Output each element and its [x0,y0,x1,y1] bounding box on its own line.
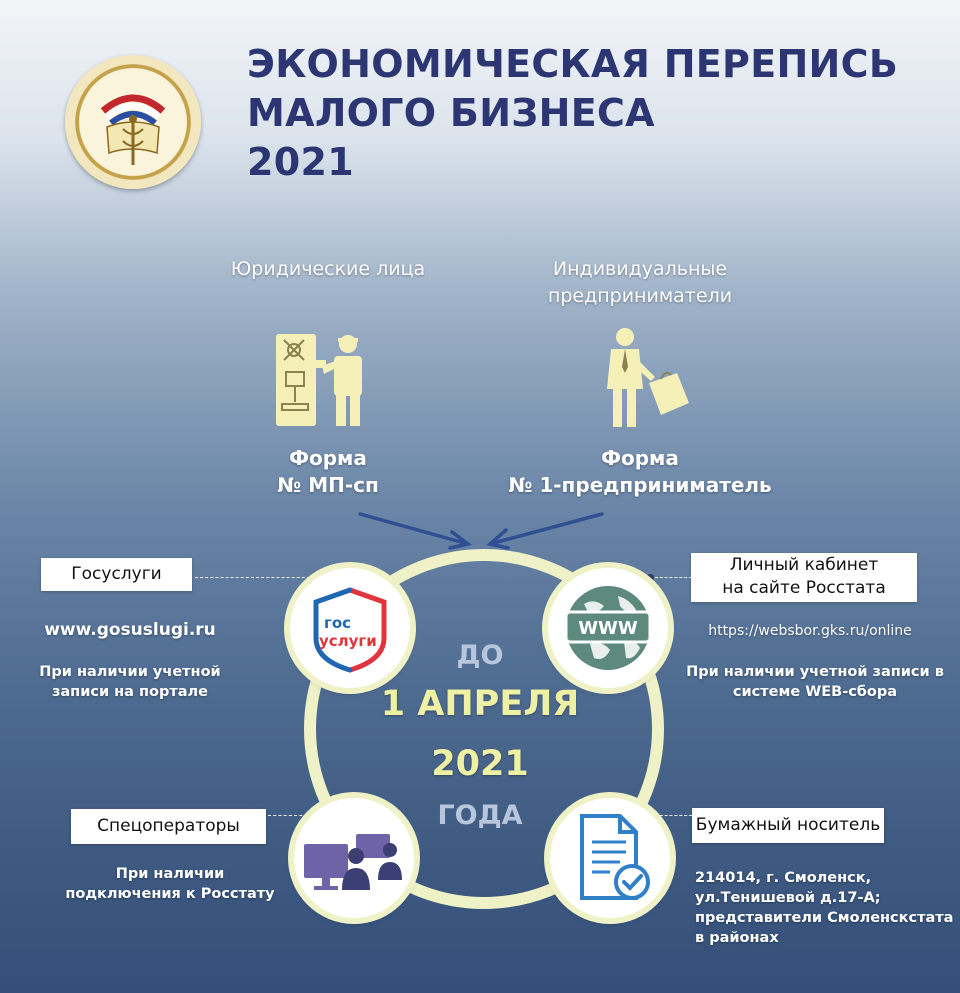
paper-address-line-2: ул.Тенишевой д.17-А; [695,890,881,906]
arrow-left [360,514,468,544]
individual-label-line-2: предприниматели [547,285,733,307]
deadline-do: ДО [456,640,504,671]
people-computers-icon [294,798,414,918]
paper-title-box: Бумажный носитель [692,808,884,843]
paper-circle[interactable] [550,798,670,918]
gos-logo-top: гос [324,614,352,632]
title-line-2: МАЛОГО БИЗНЕСА [247,91,655,135]
cabinet-title-box [691,553,917,602]
title-line-1: ЭКОНОМИЧЕСКАЯ ПЕРЕПИСЬ [247,42,899,86]
operators-note-line-2: подключения к Росстату [65,886,275,902]
operators-note-line-1: При наличии [115,866,225,882]
paper-address [695,868,955,948]
form-mp-sp-line-1: Форма [289,446,367,470]
cabinet-note-line-1: При наличии учетной записи в [686,664,944,680]
gosuslugi-circle[interactable] [290,568,410,688]
paper-address-line-3: представители Смоленскстата [695,910,954,926]
emblem-icon [65,55,201,189]
paper-address-line-1: 214014, г. Смоленск, [695,870,872,886]
cabinet-title-line-1: Личный кабинет [729,555,879,575]
factory-worker-icon [272,330,372,430]
page-title [247,40,937,187]
operators-title-box: Спецоператоры [71,809,266,844]
websbor-circle[interactable] [548,568,668,688]
gosuslugi-url[interactable]: www.gosuslugi.ru [44,620,216,640]
websbor-url[interactable]: https://websbor.gks.ru/online [708,623,912,639]
gosuslugi-note [10,662,250,702]
deadline-date: 1 АПРЕЛЯ [380,684,580,724]
document-check-icon [550,798,670,918]
www-badge: WWW [578,618,638,639]
gos-logo-bottom: услуги [319,632,377,650]
individual-label-line-1: Индивидуальные [552,258,728,280]
deadline-year: 2021 [431,744,529,784]
businessman-icon [605,327,691,431]
individual-entrepreneurs-label [500,256,780,310]
legal-entities-label: Юридические лица [230,258,426,280]
form-1p-line-2: № 1-предприниматель [508,473,772,497]
deadline-goda: ГОДА [437,800,523,831]
form-mp-sp-line-2: № МП-сп [277,473,379,497]
form-mp-sp [212,445,444,499]
cabinet-note-line-2: системе WEB-сбора [732,684,898,700]
rosstat-emblem [65,55,201,189]
operators-note [40,864,300,904]
operators-circle[interactable] [294,798,414,918]
form-1-predprinimatel [490,445,790,499]
gosuslugi-note-line-1: При наличии учетной [39,664,221,680]
form-1p-line-1: Форма [601,446,679,470]
gosuslugi-note-line-2: записи на портале [51,684,209,700]
cabinet-title-line-2: на сайте Росстата [722,578,886,598]
title-line-3: 2021 [247,140,354,184]
paper-address-line-4: в районах [695,930,779,946]
cabinet-note [680,662,950,702]
gosuslugi-logo-icon [290,568,410,688]
gosuslugi-title-box: Госуслуги [41,558,192,591]
globe-www-icon [548,568,668,688]
